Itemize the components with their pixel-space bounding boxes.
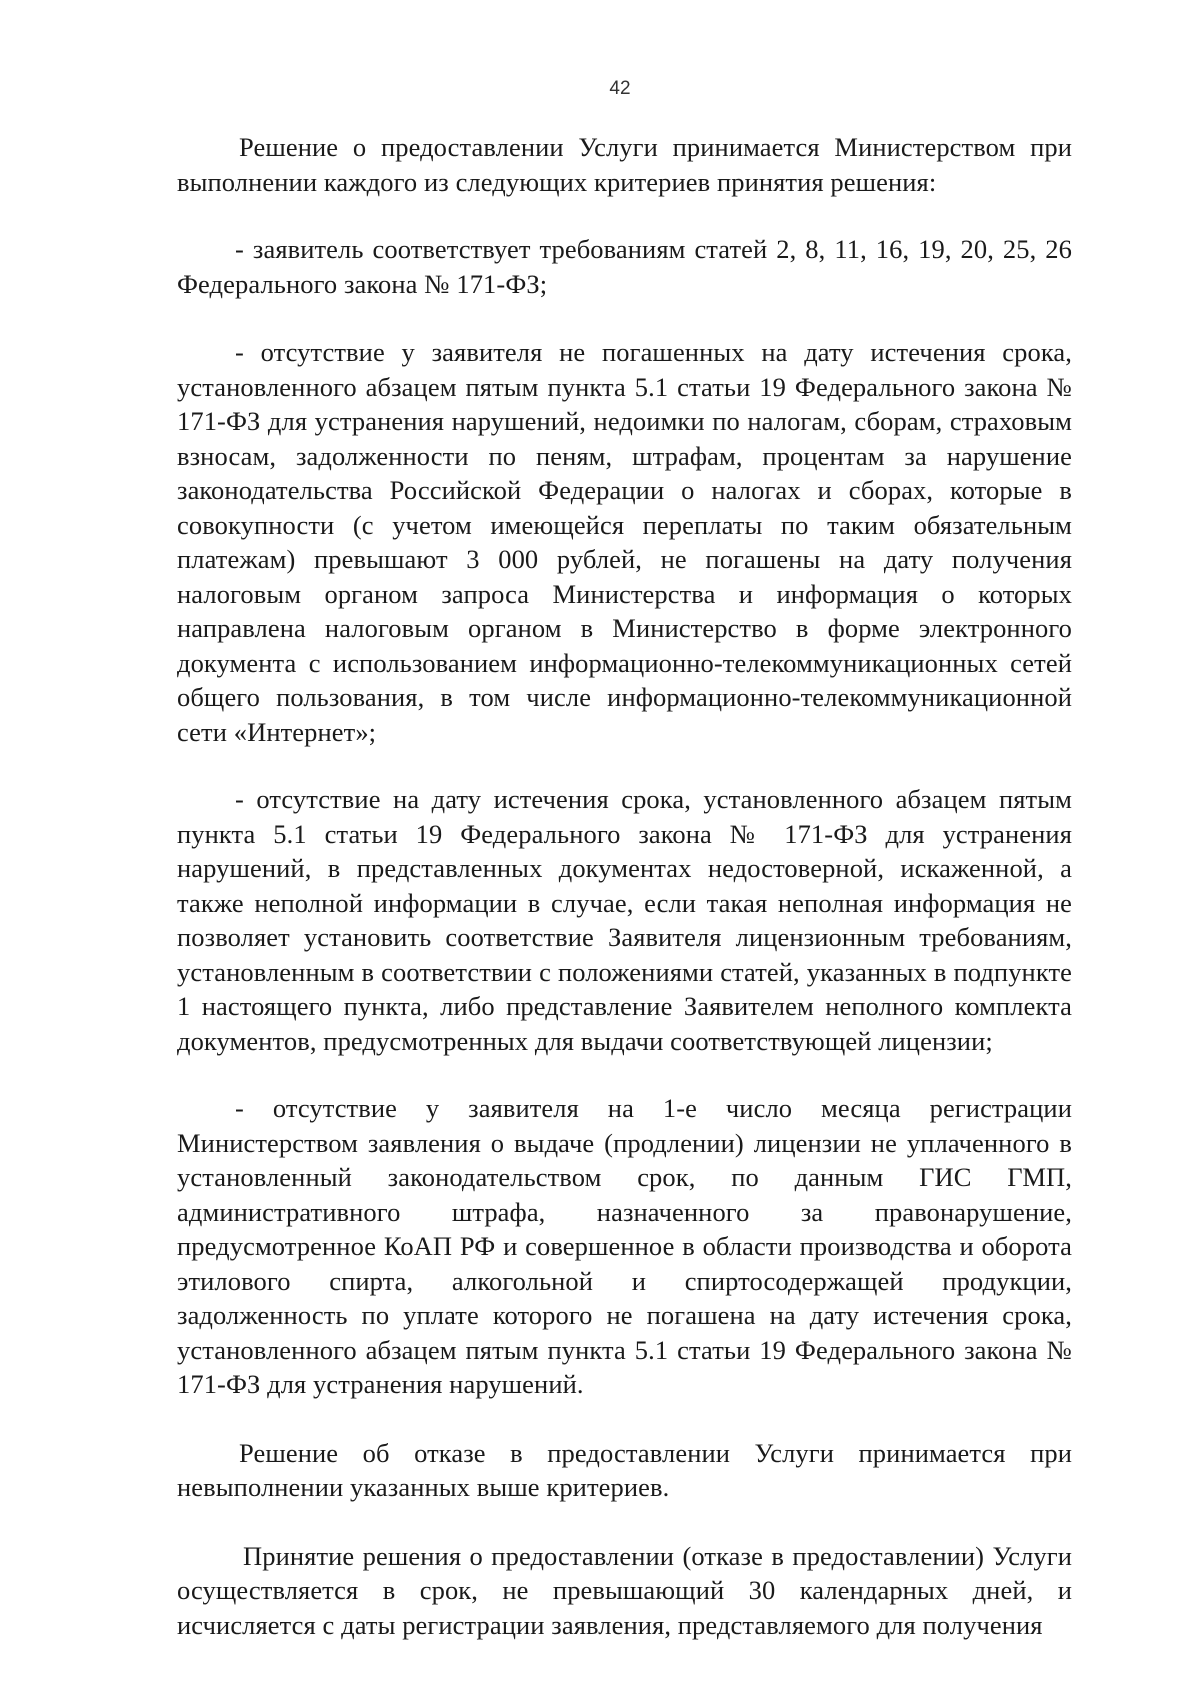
paragraph-decision-term: Принятие решения о предоставлении (отказе в предоставлении) Услуги осуществляется в срок, не превышающий 30 календарных дней, и исчисляется с даты регистрации заявления, представляемого для получения <box>177 1540 1072 1640</box>
paragraph-refusal-decision: Решение об отказе в предоставлении Услуги принимается при невыполнении указанных выше критериев. <box>177 1437 1072 1502</box>
paragraph-criterion-document-accuracy: - отсутствие на дату истечения срока, установленного абзацем пятым пункта 5.1 статьи 19 Федерального закона № 171-ФЗ для устранения нарушений, в представленных документах недостоверной, искаженной, а также неполной информации в случае, если такая неполная информация не позволяет установить соответствие Заявителя лицензионным требованиям, установленным в соответствии с положениями статей, указанных в подпункте 1 настоящего пункта, либо представление Заявителем неполного комплекта документов, предусмотренных для выдачи соответствующей лицензии; <box>177 784 1072 1056</box>
paragraph-criterion-tax-debts: - отсутствие у заявителя не погашенных на дату истечения срока, установленного абзацем пятым пункта 5.1 статьи 19 Федерального закона № 171-ФЗ для устранения нарушений, недоимки по налогам, сборам, страховым взносам, задолженности по пеням, штрафам, процентам за нарушение законодательства Российской Федерации о налогах и сборах, которые в совокупности (с учетом имеющейся переплаты по таким обязательным платежам) превышают 3 000 рублей, не погашены на дату получения налоговым органом запроса Министерства и информация о которых направлена налоговым органом в Министерство в форме электронного документа с использованием информационно-телекоммуникационных сетей общего пользования, в том числе информационно-телекоммуникационной сети «Интернет»; <box>177 337 1072 747</box>
paragraph-criterion-law-articles: - заявитель соответствует требованиям статей 2, 8, 11, 16, 19, 20, 25, 26 Федерального закона № 171-ФЗ; <box>177 234 1072 299</box>
paragraph-decision-criteria-intro: Решение о предоставлении Услуги принимается Министерством при выполнении каждого из следующих критериев принятия решения: <box>177 132 1072 197</box>
page-number: 42 <box>609 78 631 99</box>
document-body <box>177 130 1072 1642</box>
paragraph-criterion-unpaid-fines: - отсутствие у заявителя на 1-е число месяца регистрации Министерством заявления о выдаче (продлении) лицензии не уплаченного в установленный законодательством срок, по данным ГИС ГМП, административного штрафа, назначенного за правонарушение, предусмотренное КоАП РФ и совершенное в области производства и оборота этилового спирта, алкогольной и спиртосодержащей продукции, задолженность по уплате которого не погашена на дату истечения срока, установленного абзацем пятым пункта 5.1 статьи 19 Федерального закона № 171-ФЗ для устранения нарушений. <box>177 1093 1072 1399</box>
